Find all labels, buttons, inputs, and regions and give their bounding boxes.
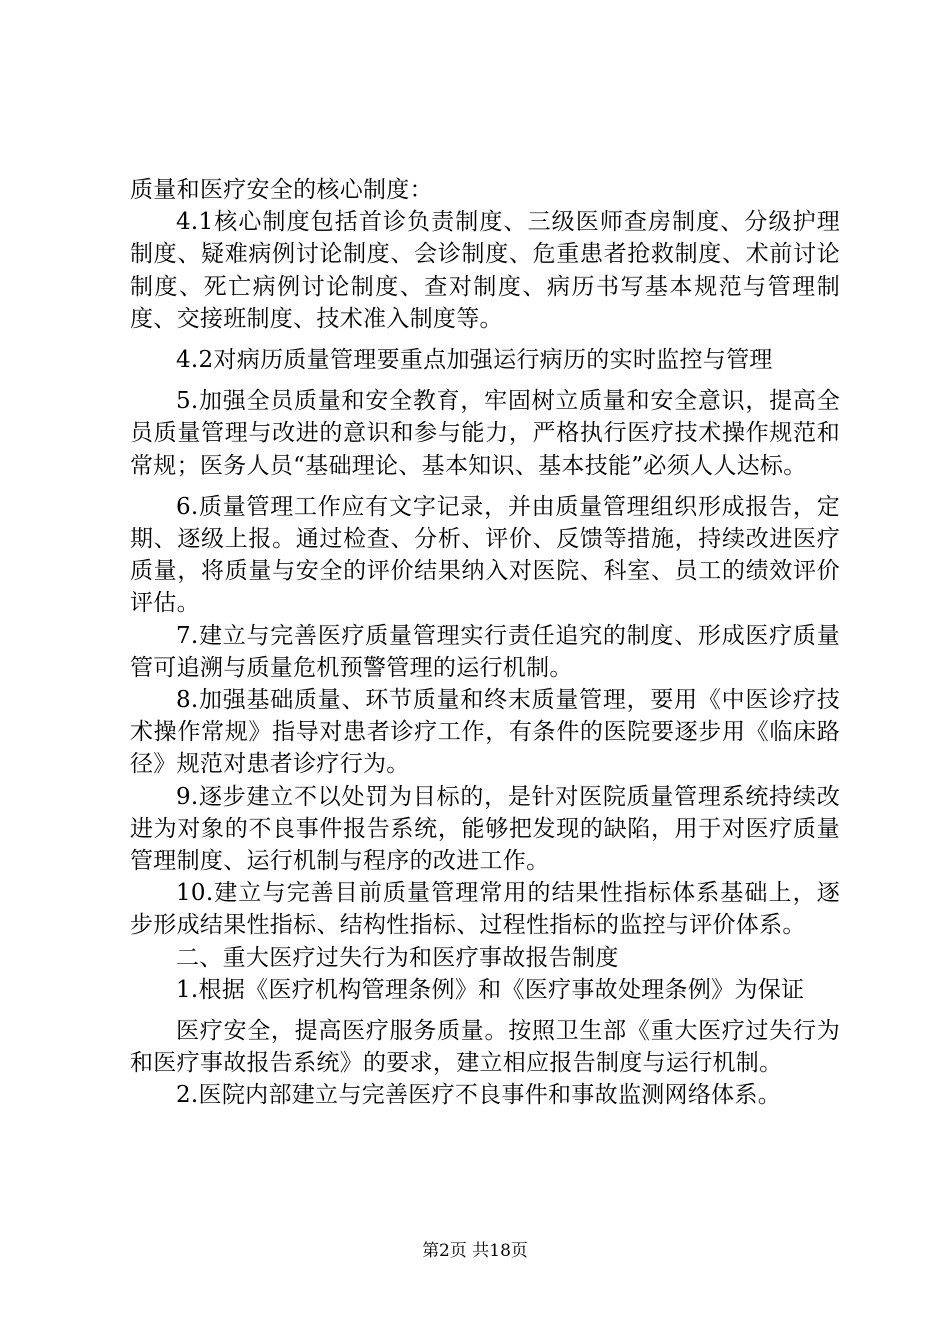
page-footer: 第2页 共18页: [422, 1241, 528, 1261]
document-body: [130, 174, 840, 1112]
paragraph-section2-2: 2.医院内部建立与完善医疗不良事件和事故监测网络体系。: [176, 1082, 782, 1109]
paragraph-4-2: 4.2对病历质量管理要重点加强运行病历的实时监控与管理: [176, 347, 773, 374]
section-heading-2: 二、重大医疗过失行为和医疗事故报告制度: [176, 944, 619, 971]
paragraph-4-1: 4.1核心制度包括首诊负责制度、三级医师查房制度、分级护理制度、疑难病例讨论制度、会诊制度、危重患者抢救制度、术前讨论制度、死亡病例讨论制度、查对制度、病历书写基本规范与管理制度、交接班制度、技术准入制度等。: [130, 209, 840, 332]
paragraph-10: 10.建立与完善目前质量管理常用的结果性指标体系基础上，逐步形成结果性指标、结构性指标、过程性指标的监控与评价体系。: [130, 880, 840, 939]
paragraph-section2-1-cont: 医疗安全，提高医疗服务质量。按照卫生部《重大医疗过失行为和医疗事故报告系统》的要求，建立相应报告制度与运行机制。: [130, 1018, 840, 1077]
paragraph-5: 5.加强全员质量和安全教育，牢固树立质量和安全意识，提高全员质量管理与改进的意识和参与能力，严格执行医疗技术操作规范和常规；医务人员“基础理论、基本知识、基本技能”必须人人达标。: [130, 388, 840, 479]
paragraph-9: 9.逐步建立不以处罚为目标的，是针对医院质量管理系统持续改进为对象的不良事件报告系统，能够把发现的缺陷，用于对医疗质量管理制度、运行机制与程序的改进工作。: [130, 783, 840, 875]
paragraph-core-system-intro: 质量和医疗安全的核心制度：: [130, 177, 433, 203]
paragraph-section2-1: 1.根据《医疗机构管理条例》和《医疗事故处理条例》为保证: [176, 976, 805, 1003]
paragraph-6: 6.质量管理工作应有文字记录，并由质量管理组织形成报告，定期、逐级上报。通过检查、分析、评价、反馈等措施，持续改进医疗质量，将质量与安全的评价结果纳入对医院、科室、员工的绩效评价评估。: [130, 493, 840, 617]
paragraph-7: 7.建立与完善医疗质量管理实行责任追究的制度、形成医疗质量管可追溯与质量危机预警管理的运行机制。: [130, 622, 840, 681]
paragraph-8: 8.加强基础质量、环节质量和终末质量管理，要用《中医诊疗技术操作常规》指导对患者诊疗工作，有条件的医院要逐步用《临床路径》规范对患者诊疗行为。: [130, 687, 840, 778]
